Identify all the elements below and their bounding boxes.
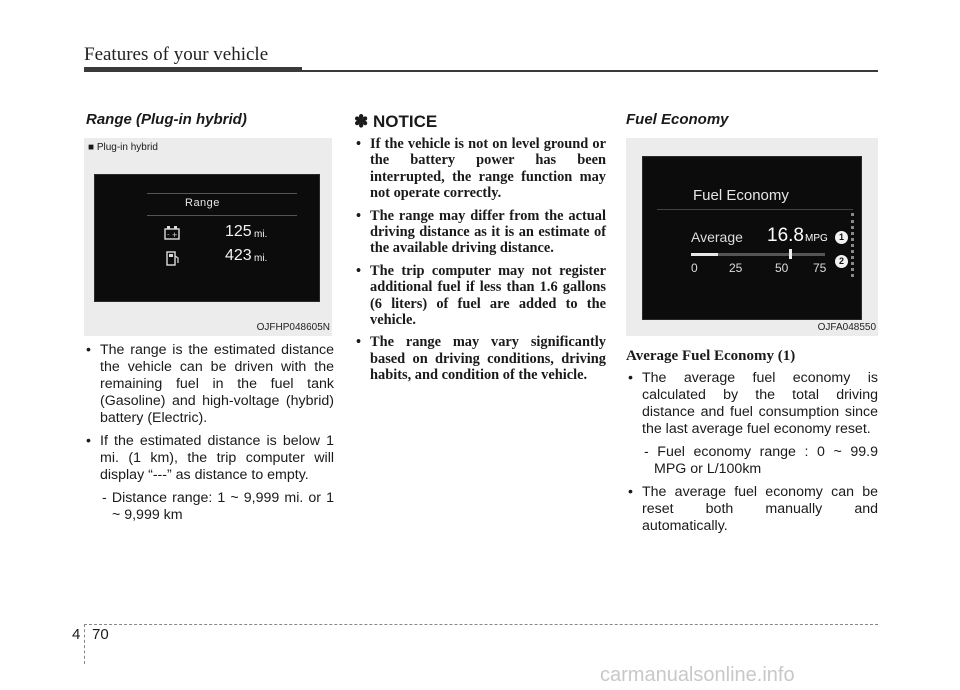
range-figure-caption: OJFHP048605N bbox=[256, 322, 330, 333]
scale-25: 25 bbox=[729, 261, 743, 275]
average-fuel-subheading: Average Fuel Economy (1) bbox=[626, 348, 796, 364]
figure-label: ■ Plug-in hybrid bbox=[88, 142, 158, 153]
side-indicator-dots bbox=[851, 213, 857, 277]
fuel-gauge-fill bbox=[691, 253, 718, 256]
notice-body bbox=[354, 136, 606, 390]
scale-0: 0 bbox=[691, 261, 698, 275]
average-unit: MPG bbox=[805, 233, 828, 244]
scale-75: 75 bbox=[813, 261, 827, 275]
callout-1: 1 bbox=[835, 231, 848, 244]
notice-item-4: • The range may vary significantly based on driving conditions, driving habits, and condition of the vehicle. bbox=[354, 334, 606, 383]
battery-icon bbox=[163, 225, 181, 241]
range-screen-title: Range bbox=[185, 197, 220, 209]
fuel-gauge-marker bbox=[789, 249, 792, 259]
fuel-screen-title: Fuel Economy bbox=[693, 187, 789, 204]
scale-50: 50 bbox=[775, 261, 789, 275]
fuel-body bbox=[626, 370, 878, 541]
fuel-figure-caption: OJFA048550 bbox=[817, 322, 876, 333]
fuel-pump-icon bbox=[165, 249, 181, 267]
battery-range-unit: mi. bbox=[254, 229, 268, 240]
watermark: carmanualsonline.info bbox=[600, 664, 795, 686]
notice-item-3: • The trip computer may not register additional fuel if less than 1.6 gallons (6 liters) of fuel are added to the vehicle. bbox=[354, 263, 606, 329]
header-rule bbox=[302, 70, 878, 72]
header-bar bbox=[84, 67, 302, 72]
notice-item-1: • If the vehicle is not on level ground or the battery power has been interrupted, the range function may not operate correctly. bbox=[354, 136, 606, 202]
fuel-screen bbox=[642, 156, 862, 320]
fuel-sub-item: - Fuel economy range : 0 ~ 99.9 MPG or L/100km bbox=[644, 444, 878, 477]
fuel-bullet-2: • The average fuel economy can be reset both manually and automatically. bbox=[626, 484, 878, 535]
footer-rule bbox=[84, 624, 878, 625]
range-body bbox=[84, 342, 334, 524]
screen-divider bbox=[657, 209, 853, 210]
footer-divider bbox=[84, 624, 85, 664]
screen-divider-top bbox=[147, 193, 297, 194]
page-number: 70 bbox=[92, 626, 109, 643]
range-figure bbox=[84, 138, 332, 336]
average-label: Average bbox=[691, 229, 743, 245]
svg-text:- +: - + bbox=[167, 231, 178, 239]
range-sub-item: - Distance range: 1 ~ 9,999 mi. or 1 ~ 9,999 km bbox=[102, 490, 334, 523]
range-bullet-2: • If the estimated distance is below 1 mi. (1 km), the trip computer will display “---” as distance to empty. bbox=[84, 433, 334, 484]
fuel-range-unit: mi. bbox=[254, 253, 268, 264]
notice-title: ✽ NOTICE bbox=[354, 112, 438, 131]
fuel-figure bbox=[626, 138, 878, 336]
fuel-bullet-1: • The average fuel economy is calculated by the total driving distance and fuel consumption since the last average fuel economy reset. bbox=[626, 370, 878, 438]
page-header-title: Features of your vehicle bbox=[84, 44, 269, 65]
range-screen bbox=[94, 174, 320, 302]
range-section-title: Range (Plug-in hybrid) bbox=[86, 111, 247, 128]
battery-range-value: 125 bbox=[225, 223, 252, 240]
callout-2: 2 bbox=[835, 255, 848, 268]
screen-divider-bottom bbox=[147, 215, 297, 216]
fuel-range-value: 423 bbox=[225, 247, 252, 264]
average-value: 16.8 bbox=[767, 225, 804, 246]
fuel-gauge-track bbox=[691, 253, 825, 256]
fuel-section-title: Fuel Economy bbox=[626, 111, 729, 128]
notice-item-2: • The range may differ from the actual driving distance as it is an estimate of the available driving distance. bbox=[354, 208, 606, 257]
chapter-number: 4 bbox=[72, 626, 81, 643]
range-bullet-1: • The range is the estimated distance the vehicle can be driven with the remaining fuel in the fuel tank (Gasoline) and high-voltage (hybrid) battery (Electric). bbox=[84, 342, 334, 427]
